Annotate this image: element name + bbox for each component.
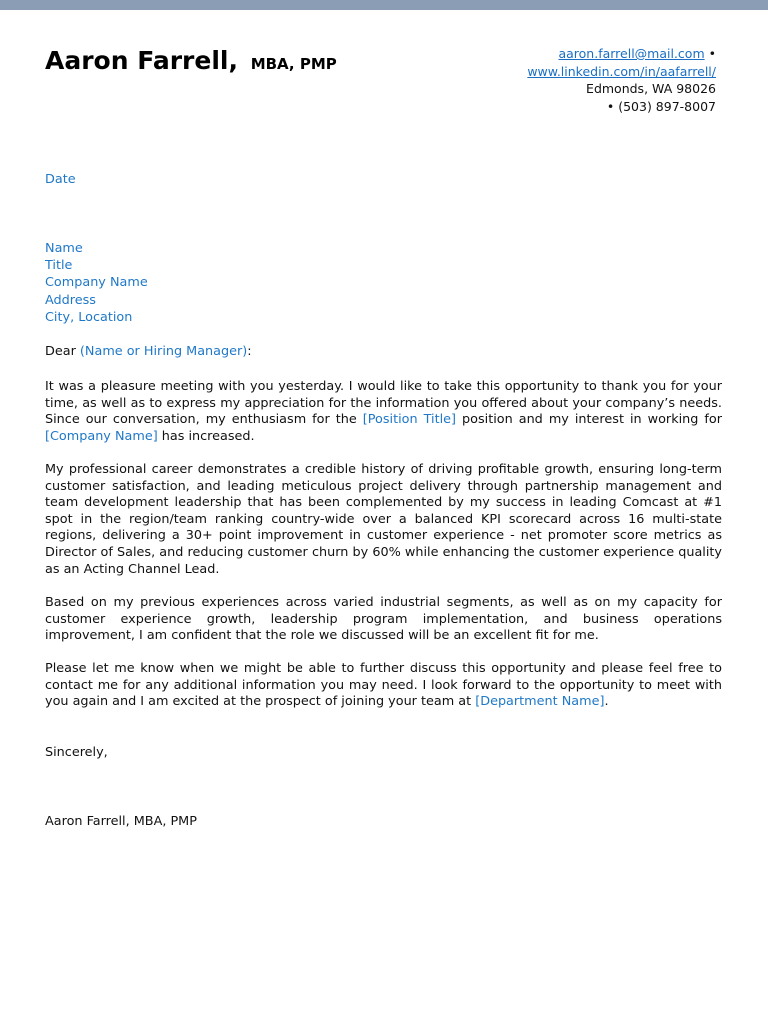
- applicant-name: Aaron Farrell,: [45, 46, 238, 75]
- applicant-name-heading: [45, 44, 337, 81]
- department-name-placeholder: [Department Name]: [475, 694, 605, 710]
- position-title-placeholder: [Position Title]: [362, 412, 457, 428]
- paragraph-2: [45, 462, 722, 578]
- company-name-placeholder: [Company Name]: [45, 428, 158, 444]
- salutation-prefix: Dear: [45, 344, 80, 359]
- top-accent-bar: [0, 0, 768, 10]
- closing: Sincerely,: [45, 745, 108, 760]
- date-placeholder: Date: [45, 172, 76, 187]
- paragraph-3: [45, 595, 722, 645]
- paragraph-2-text: My professional career demonstrates a credible history of driving profitable growth, ensuring long-term customer satisfaction, and leading meticulous project delivery through partnership management and team development leadership that has been complemented by my success in leading Comcast at #1 spot in the region/team ranking country-wide over a balanced KPI scorecard across 16 multi-state regions, delivering a 30+ point improvement in customer experience - net promoter score metrics as Director of Sales, and reducing customer churn by 60% while enhancing the customer experience quality as an Acting Channel Lead.: [45, 462, 722, 577]
- contact-block: [396, 45, 716, 115]
- phone-text: • (503) 897-8007: [606, 98, 716, 114]
- paragraph-1-text-b: position and my interest in working for: [456, 412, 722, 428]
- recipient-city: City, Location: [45, 309, 133, 325]
- applicant-credentials: MBA, PMP: [250, 55, 337, 73]
- linkedin-line: [396, 63, 716, 81]
- paragraph-3-text: Based on my previous experiences across varied industrial segments, as well as on my capacity for customer experience growth, leadership program implementation, and business operations improvement, I am confident that the role we discussed will be an excellent fit for me.: [45, 595, 722, 644]
- paragraph-4: [45, 661, 722, 711]
- linkedin-link[interactable]: www.linkedin.com/in/aafarrell/: [527, 63, 716, 79]
- email-line: [396, 45, 716, 63]
- recipient-block: [45, 240, 148, 326]
- recipient-company: Company Name: [45, 275, 148, 291]
- paragraph-4-text-b: .: [604, 694, 609, 710]
- recipient-address: Address: [45, 292, 96, 308]
- paragraph-1-text-a: It was a pleasure meeting with you yesterday. I would like to take this opportunity to thank you for your time, as well as to express my appreciation for the information you offered about your company’s needs. Since our conversation, my enthusiasm for the: [45, 379, 722, 428]
- signature-name: Aaron Farrell, MBA, PMP: [45, 814, 197, 829]
- email-link[interactable]: aaron.farrell@mail.com: [558, 46, 705, 61]
- recipient-title: Title: [45, 258, 73, 274]
- paragraph-1-text-c: has increased.: [157, 428, 255, 444]
- salutation-suffix: :: [247, 344, 252, 359]
- recipient-name: Name: [45, 241, 83, 256]
- location-text: Edmonds, WA 98026: [586, 81, 716, 96]
- salutation: [45, 343, 252, 360]
- paragraph-1: [45, 379, 722, 445]
- salutation-placeholder: (Name or Hiring Manager): [79, 344, 248, 359]
- paragraph-4-text-a: Please let me know when we might be able to further discuss this opportunity and please feel free to contact me for any additional information you may need. I look forward to the opportunity to meet with you again and I am excited at the prospect of joining your team at: [45, 661, 722, 710]
- bullet-separator: •: [708, 46, 716, 61]
